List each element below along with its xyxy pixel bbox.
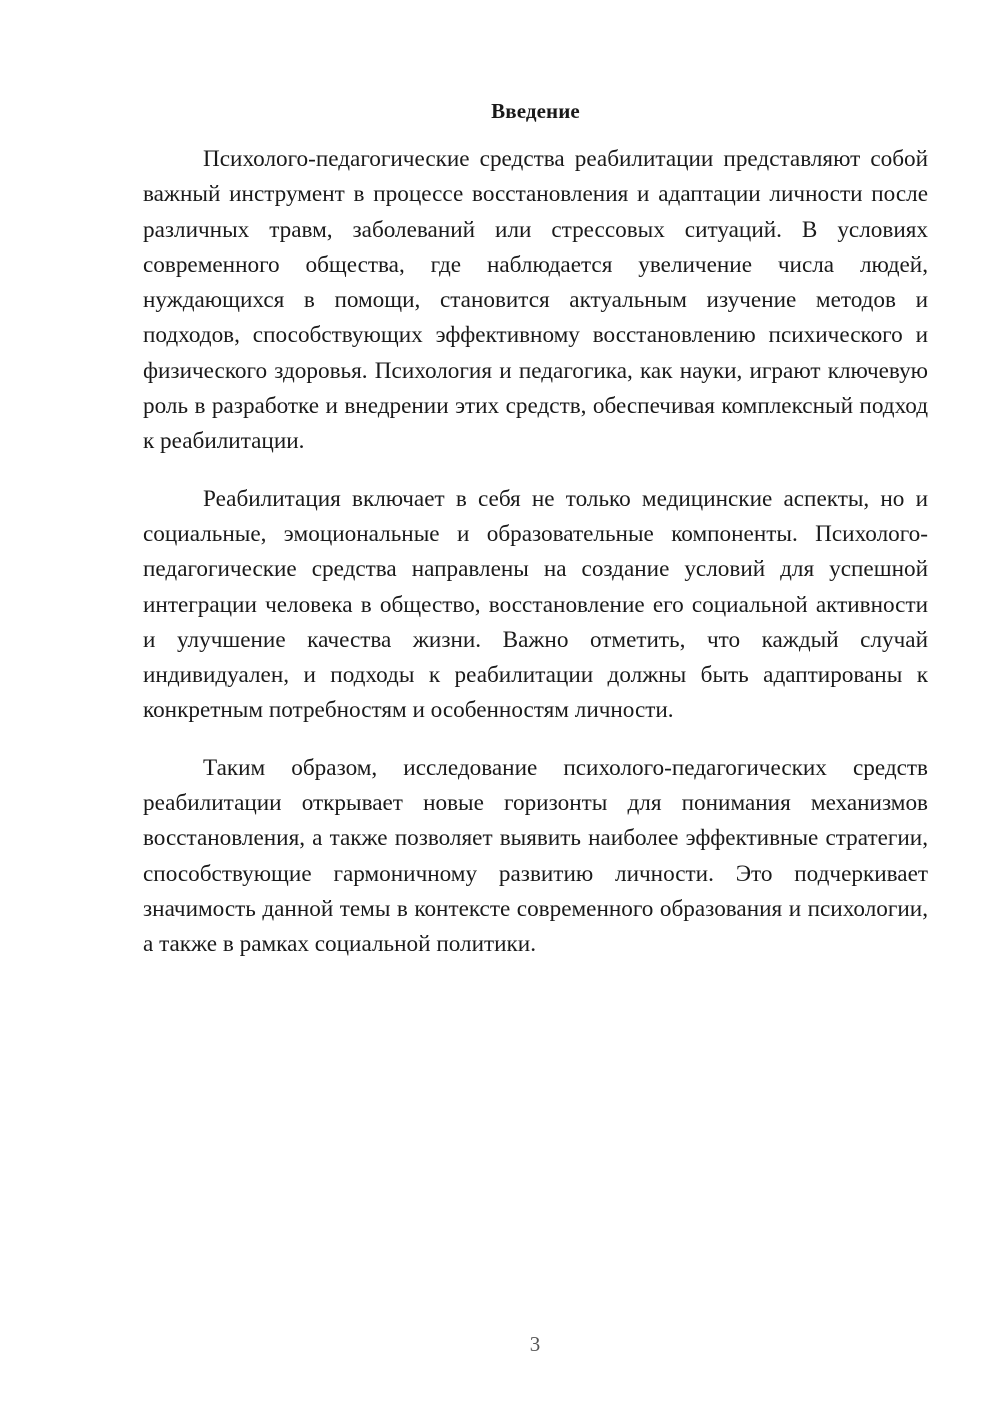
section-heading: Введение [491, 99, 580, 123]
paragraph-1: Психолого-педагогические средства реабилитации представляют собой важный инструмент в процессе восстановления и адаптации личности после различных травм, заболеваний или стрессовых ситуаций. В условиях современного общества, где наблюдается увеличение числа людей, нуждающихся в помощи, становится актуальным изучение методов и подходов, способствующих эффективному восстановлению психического и физического здоровья. Психология и педагогика, как науки, играют ключевую роль в разработке и внедрении этих средств, обеспечивая комплексный подход к реабилитации. [143, 146, 928, 455]
page-number: 3 [529, 1332, 541, 1356]
body-text [143, 142, 928, 985]
paragraph-3: Таким образом, исследование психолого-педагогических средств реабилитации открывает новые горизонты для понимания механизмов восстановления, а также позволяет выявить наиболее эффективные стратегии, способствующие гармоничному развитию личности. Это подчеркивает значимость данной темы в контексте современного образования и психологии, а также в рамках социальной политики. [143, 754, 928, 958]
paragraph-2: Реабилитация включает в себя не только медицинские аспекты, но и социальные, эмоциональные и образовательные компоненты. Психолого-педагогические средства направлены на создание условий для успешной интеграции человека в общество, восстановление его социальной активности и улучшение качества жизни. Важно отметить, что каждый случай индивидуален, и подходы к реабилитации должны быть адаптированы к конкретным потребностям и особенностям личности. [143, 485, 928, 724]
